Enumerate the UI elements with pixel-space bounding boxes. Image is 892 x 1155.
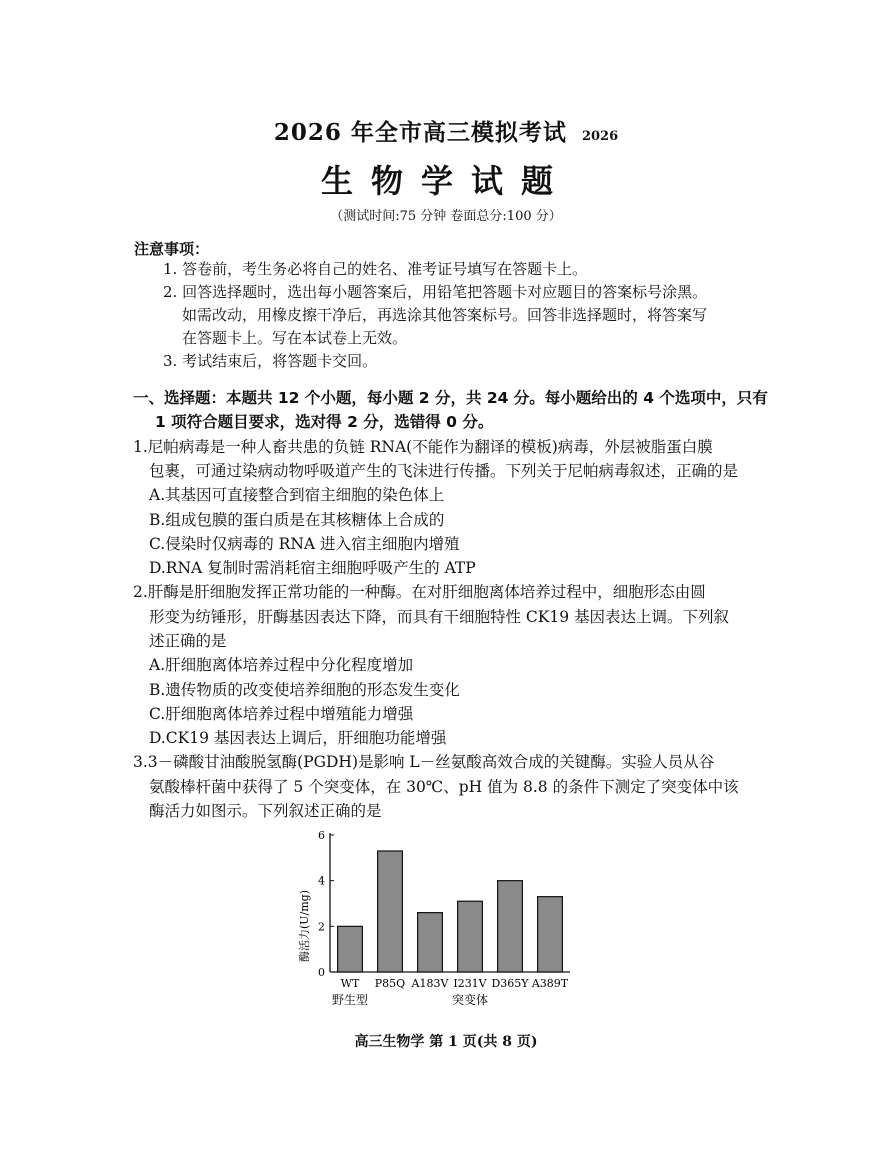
answer-option: C.肝细胞离体培养过程中增殖能力增强 bbox=[149, 705, 414, 723]
bar bbox=[498, 881, 523, 972]
bar bbox=[538, 897, 563, 972]
exam-title-row bbox=[0, 114, 892, 147]
notice-item: 3. 考试结束后，将答题卡交回。 bbox=[163, 352, 378, 370]
enzyme-activity-chart bbox=[290, 826, 580, 1025]
y-tick-label: 2 bbox=[318, 920, 325, 934]
exam-title: 2026 年全市高三模拟考试 bbox=[273, 119, 567, 146]
year-tag: 2026 bbox=[581, 129, 619, 144]
answer-option: B.组成包膜的蛋白质是在其核糖体上合成的 bbox=[149, 511, 445, 529]
notice-item: 在答题卡上。写在本试卷上无效。 bbox=[182, 329, 408, 347]
question-stem: 形变为纺锤形，肝酶基因表达下降，而具有干细胞特性 CK19 基因表达上调。下列叙 bbox=[149, 608, 730, 626]
y-tick-label: 6 bbox=[318, 829, 325, 842]
x-tick-label: D365Y bbox=[491, 977, 529, 990]
bar bbox=[458, 901, 483, 972]
notice-item: 如需改动，用橡皮擦干净后，再选涂其他答案标号。回答非选择题时，将答案写 bbox=[182, 306, 708, 324]
question-stem: 1.尼帕病毒是一种人畜共患的负链 RNA(不能作为翻译的模板)病毒，外层被脂蛋白膜 bbox=[133, 438, 713, 456]
notice-item: 2. 回答选择题时，选出每小题答案后，用铅笔把答题卡对应题目的答案标号涂黑。 bbox=[163, 283, 708, 301]
bar bbox=[418, 913, 443, 972]
notice-item: 1. 答卷前，考生务必将自己的姓名、准考证号填写在答题卡上。 bbox=[163, 260, 588, 278]
answer-option: B.遗传物质的改变使培养细胞的形态发生变化 bbox=[149, 681, 460, 699]
notice-heading: 注意事项： bbox=[134, 240, 210, 258]
question-stem: 氨酸棒杆菌中获得了 5 个突变体，在 30℃、pH 值为 8.8 的条件下测定了突变体中该 bbox=[149, 778, 739, 796]
question-stem: 包裹，可通过染病动物呼吸道产生的飞沫进行传播。下列关于尼帕病毒叙述，正确的是 bbox=[149, 462, 739, 480]
y-tick-label: 0 bbox=[318, 966, 325, 979]
group-label-wildtype: 野生型 bbox=[331, 993, 369, 1007]
question-stem: 述正确的是 bbox=[149, 632, 227, 650]
section-heading: 一、选择题：本题共 12 个小题，每小题 2 分，共 24 分。每小题给出的 4 个选项中，只有 bbox=[133, 389, 768, 407]
x-tick-label: P85Q bbox=[374, 977, 406, 990]
question-stem: 3.3－磷酸甘油酸脱氢酶(PGDH)是影响 L－丝氨酸高效合成的关键酶。实验人员从谷 bbox=[133, 753, 715, 771]
x-tick-label: I231V bbox=[453, 977, 487, 990]
question-stem: 2.肝酶是肝细胞发挥正常功能的一种酶。在对肝细胞离体培养过程中，细胞形态由圆 bbox=[133, 583, 706, 601]
x-tick-label: A183V bbox=[411, 977, 449, 990]
bar bbox=[378, 851, 403, 972]
bar-chart-svg bbox=[290, 826, 580, 1021]
x-tick-label: WT bbox=[340, 977, 360, 990]
answer-option: A.肝细胞离体培养过程中分化程度增加 bbox=[149, 656, 414, 674]
y-tick-label: 4 bbox=[318, 874, 325, 888]
x-tick-label: A389T bbox=[531, 977, 569, 990]
bar bbox=[338, 926, 363, 972]
answer-option: D.RNA 复制时需消耗宿主细胞呼吸产生的 ATP bbox=[149, 559, 476, 577]
group-label-mutants: 突变体 bbox=[451, 993, 489, 1007]
answer-option: C.侵染时仅病毒的 RNA 进入宿主细胞内增殖 bbox=[149, 535, 460, 553]
section-heading: 1 项符合题目要求，选对得 2 分，选错得 0 分。 bbox=[155, 413, 494, 431]
subject-title: 生物学试题 bbox=[320, 162, 571, 200]
exam-meta: （测试时间:75 分钟 卷面总分:100 分） bbox=[330, 209, 562, 224]
answer-option: D.CK19 基因表达上调后，肝细胞功能增强 bbox=[149, 729, 447, 747]
answer-option: A.其基因可直接整合到宿主细胞的染色体上 bbox=[149, 486, 445, 504]
question-stem: 酶活力如图示。下列叙述正确的是 bbox=[149, 802, 382, 820]
y-axis-label: 酶活力(U/mg) bbox=[298, 889, 311, 963]
page-footer: 高三生物学 第 1 页(共 8 页) bbox=[354, 1034, 538, 1050]
